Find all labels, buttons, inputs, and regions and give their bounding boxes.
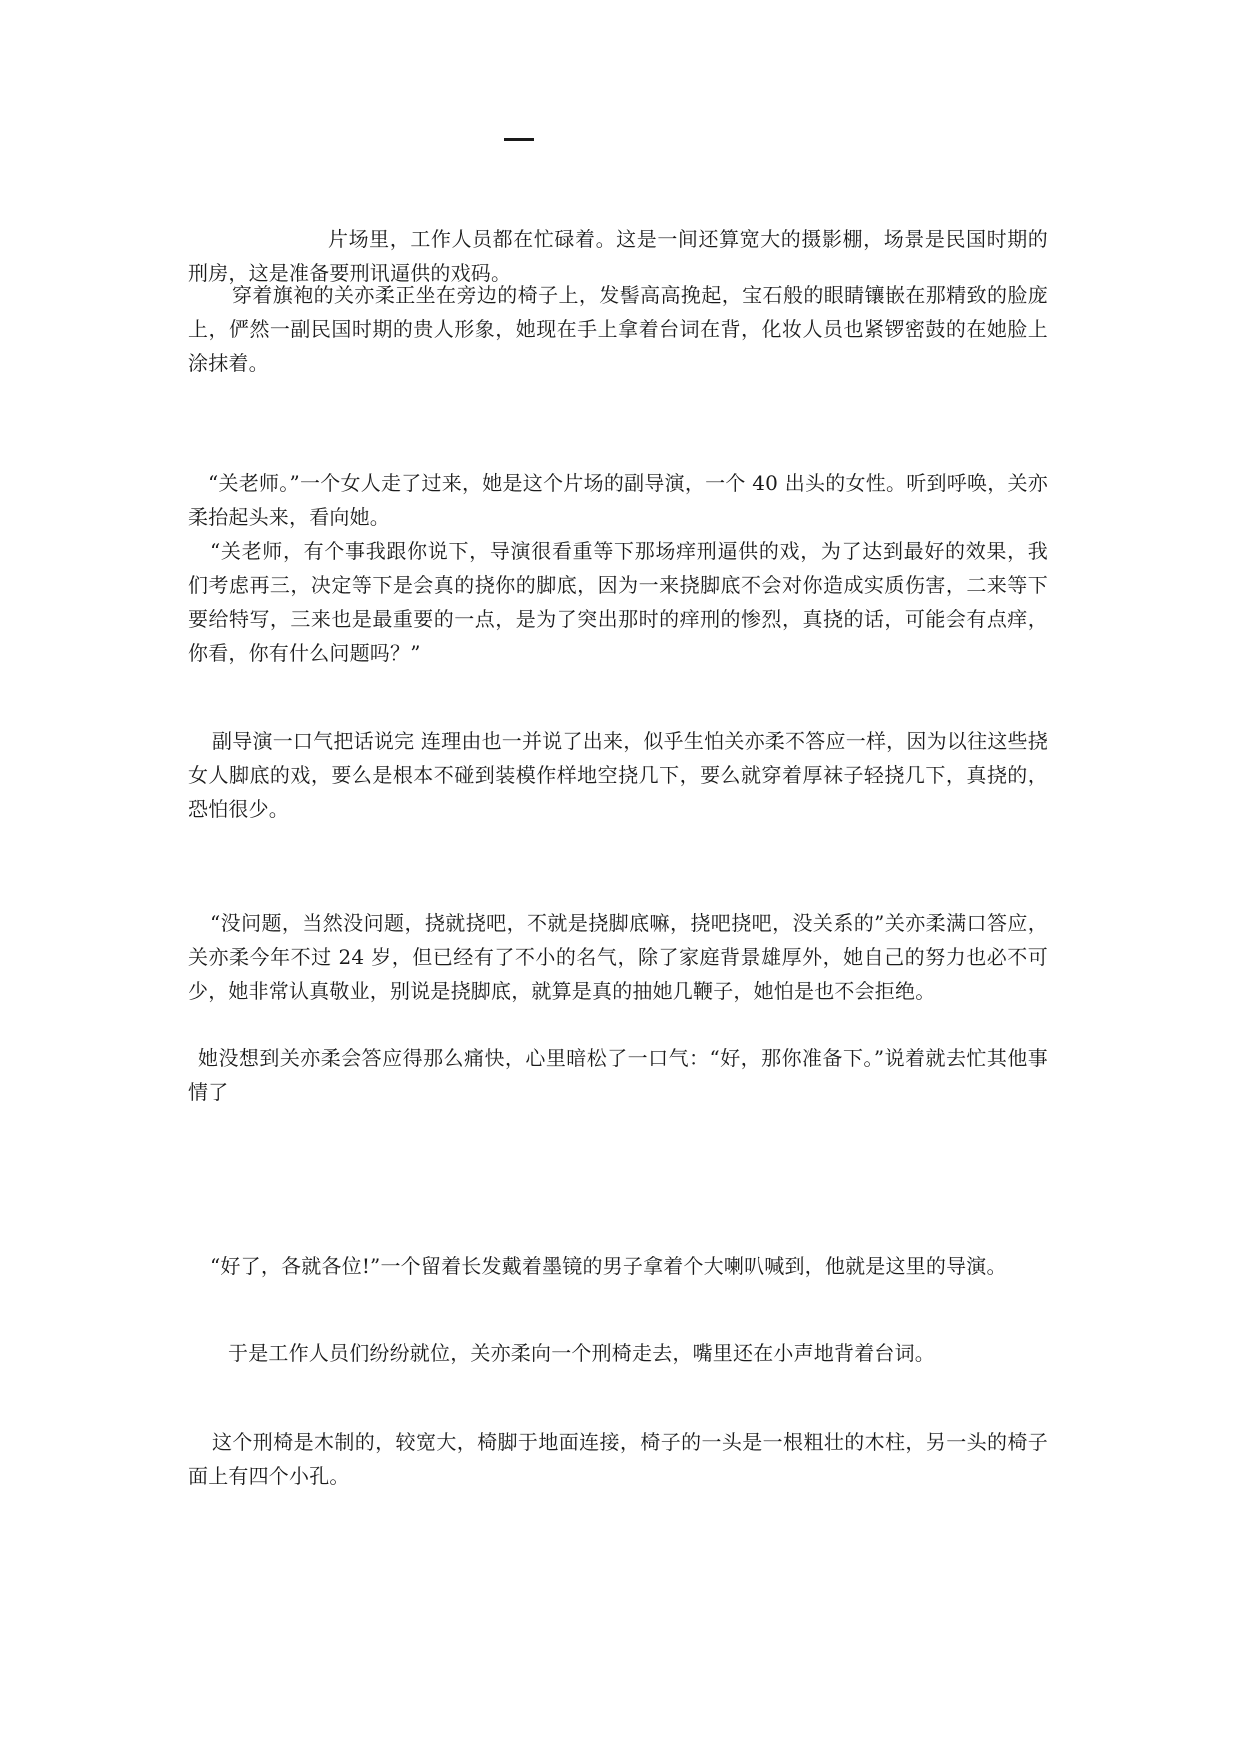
- paragraph-4: “关老师，有个事我跟你说下，导演很看重等下那场痒刑逼供的戏，为了达到最好的效果，我们考虑再三，决定等下是会真的挠你的脚底，因为一来挠脚底不会对你造成实质伤害，二来等下要给特写，三来也是最重要的一点，是为了突出那时的痒刑的惨烈，真挠的话，可能会有点痒，你看，你有什么问题吗？”: [188, 539, 1048, 665]
- paragraph-6: “没问题，当然没问题，挠就挠吧，不就是挠脚底嘛，挠吧挠吧，没关系的”关亦柔满口答应，关亦柔今年不过 24 岁，但已经有了不小的名气，除了家庭背景雄厚外，她自己的努力也必不可少，她非常认真敬业，别说是挠脚底，就算是真的抽她几鞭子，她怕是也不会拒绝。: [188, 911, 1048, 1003]
- paragraph-9: 于是工作人员们纷纷就位，关亦柔向一个刑椅走去，嘴里还在小声地背着台词。: [228, 1341, 935, 1365]
- paragraph-8: “好了，各就各位!”一个留着长发戴着墨镜的男子拿着个大喇叭喊到，他就是这里的导演。: [210, 1254, 1007, 1278]
- paragraph-5: 副导演一口气把话说完 连理由也一并说了出来，似乎生怕关亦柔不答应一样，因为以往这些挠女人脚底的戏，要么是根本不碰到装模作样地空挠几下，要么就穿着厚袜子轻挠几下，真挠的，恐怕很少。: [188, 729, 1048, 821]
- paragraph-3: “关老师。”一个女人走了过来，她是这个片场的副导演，一个 40 出头的女性。听到呼唤，关亦柔抬起头来，看向她。: [188, 471, 1048, 529]
- paragraph-1: 片场里，工作人员都在忙碌着。这是一间还算宽大的摄影棚，场景是民国时期的刑房，这是准备要刑讯逼供的戏码。: [188, 227, 1048, 285]
- paragraph-10: 这个刑椅是木制的，较宽大，椅脚于地面连接，椅子的一头是一根粗壮的木柱，另一头的椅子面上有四个小孔。: [188, 1430, 1048, 1488]
- chapter-heading: [504, 138, 534, 141]
- paragraph-7: 她没想到关亦柔会答应得那么痛快，心里暗松了一口气：“好，那你准备下。”说着就去忙其他事情了: [188, 1046, 1048, 1104]
- paragraph-2: 穿着旗袍的关亦柔正坐在旁边的椅子上，发髻高高挽起，宝石般的眼睛镶嵌在那精致的脸庞上，俨然一副民国时期的贵人形象，她现在手上拿着台词在背，化妆人员也紧锣密鼓的在她脸上涂抹着。: [188, 283, 1048, 375]
